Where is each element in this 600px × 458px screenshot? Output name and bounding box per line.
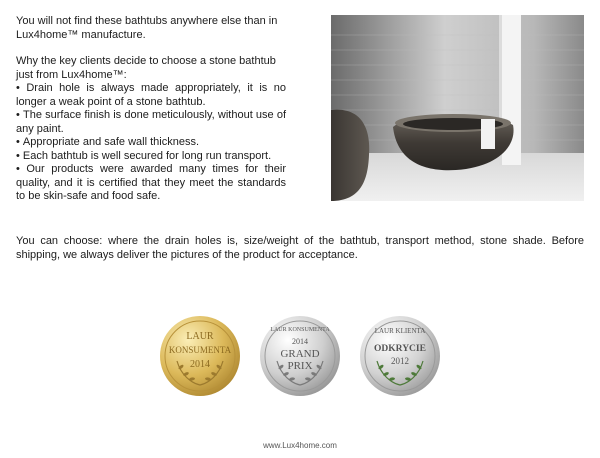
award-line3: PRIX — [287, 360, 313, 372]
award-year: 2012 — [391, 356, 409, 366]
feature-item: • The surface finish is done meticulously, without use of any paint. — [16, 109, 286, 136]
features-list — [16, 82, 286, 204]
feature-item: • Each bathtub is well secured for long run transport. — [16, 150, 286, 164]
award-line1: LAUR KONSUMENTA — [270, 327, 330, 333]
award-line2: KONSUMENTA — [168, 345, 232, 355]
intro-paragraph: You will not find these bathtubs anywhere else than in Lux4home™ manufacture. — [16, 15, 278, 41]
award-line2: ODKRYCIE — [374, 344, 426, 354]
why-heading: Why the key clients decide to choose a stone bathtub just from Lux4home™: — [16, 55, 276, 81]
award-medal-grand-prix-silver — [259, 315, 341, 397]
stone-bathtub-photo — [331, 15, 584, 201]
award-year: 2014 — [190, 359, 210, 370]
award-medal-laur-konsumenta-gold — [159, 315, 241, 397]
description-text — [16, 15, 286, 204]
award-medal-laur-klienta-silver — [359, 315, 441, 397]
feature-item: • Our products were awarded many times for their quality, and it is certified that they meet the standards to be skin-safe and food safe. — [16, 163, 286, 204]
feature-item: • Appropriate and safe wall thickness. — [16, 136, 286, 150]
footer-website: www.Lux4home.com — [263, 441, 337, 450]
award-line1: LAUR — [186, 331, 214, 342]
choose-paragraph: You can choose: where the drain holes is, size/weight of the bathtub, transport method, stone shade. Before shipping, we always deliver the pictures of the product for acceptance. — [16, 235, 584, 261]
award-line1: LAUR KLIENTA — [374, 327, 426, 335]
feature-item: • Drain hole is always made appropriately, it is no longer a weak point of a stone bathtub. — [16, 82, 286, 109]
award-year: 2014 — [292, 337, 308, 346]
award-line2: GRAND — [280, 348, 320, 360]
